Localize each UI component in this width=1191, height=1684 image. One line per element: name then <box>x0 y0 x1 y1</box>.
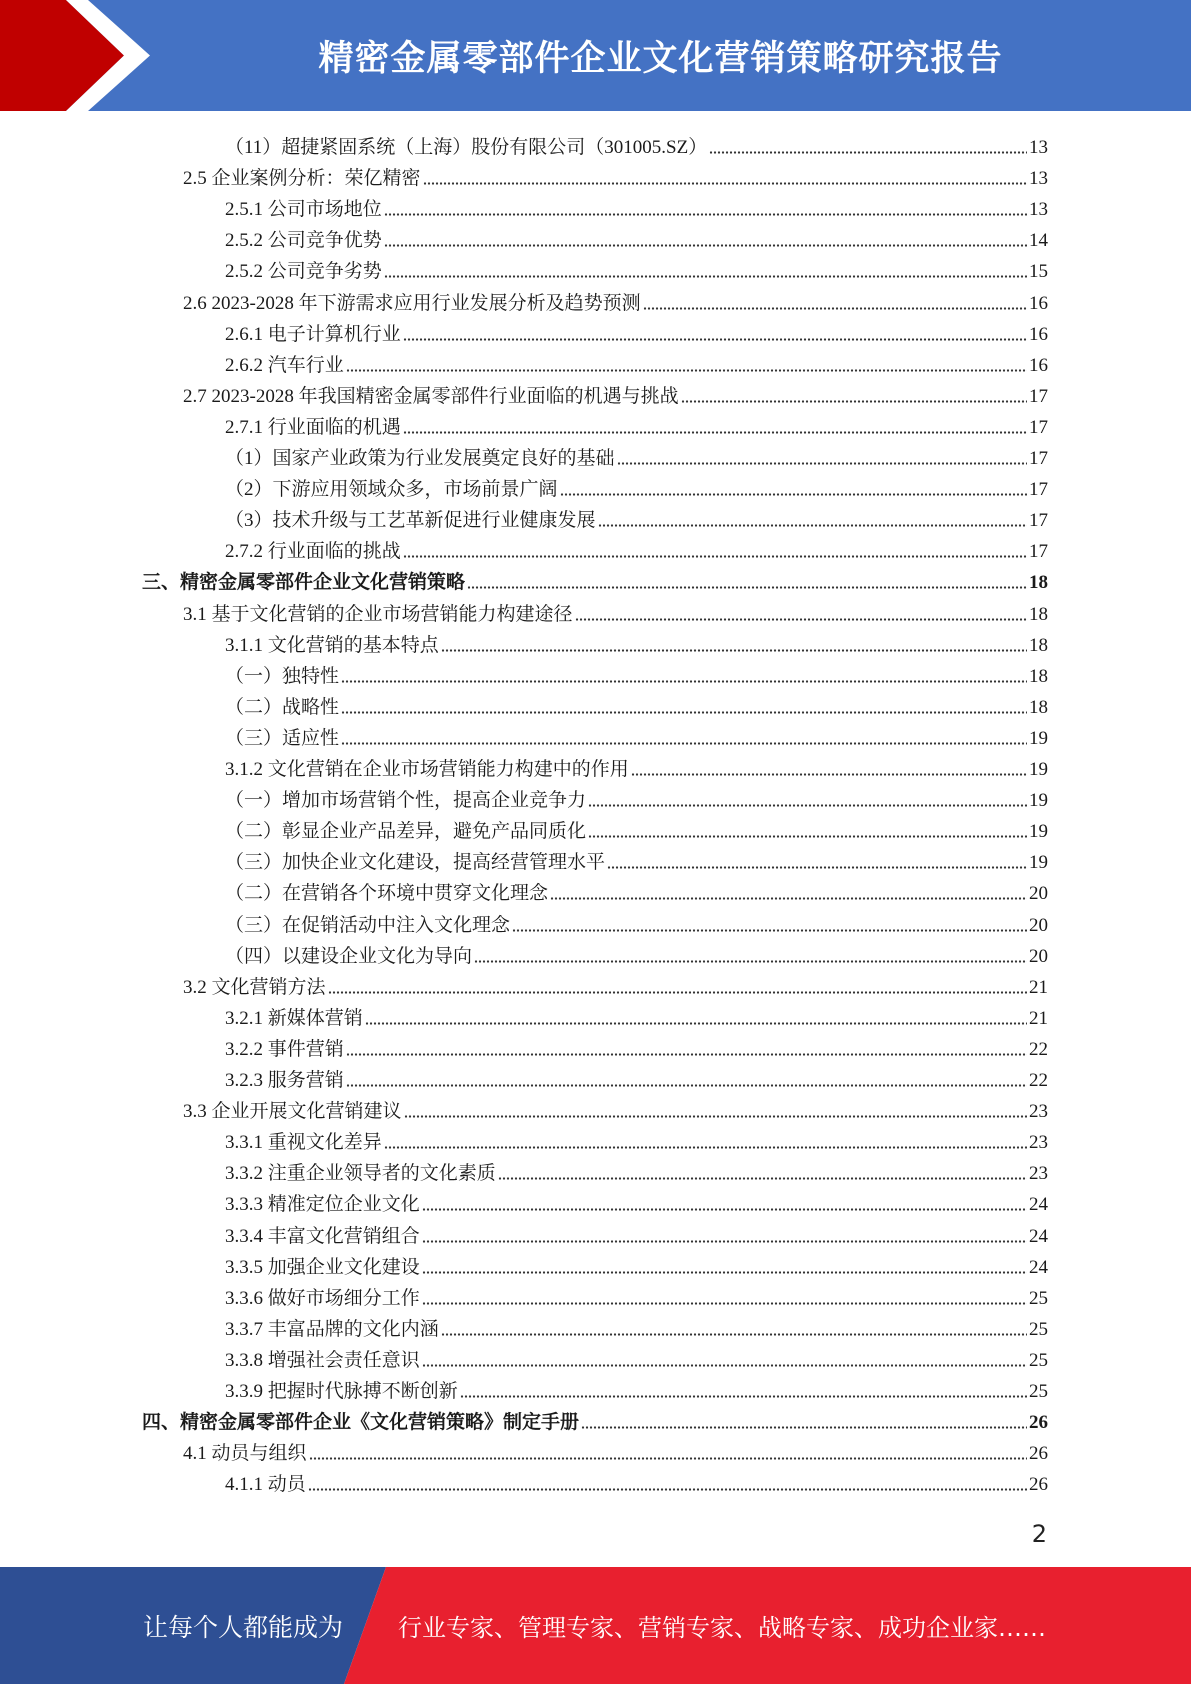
toc-dot-leader <box>308 1487 1027 1492</box>
toc-dot-leader <box>422 1270 1027 1275</box>
toc-entry-title: 3.2.2 事件营销 <box>225 1038 344 1060</box>
toc-entry[interactable] <box>225 937 1048 968</box>
toc-entry[interactable] <box>225 1061 1048 1092</box>
toc-entry[interactable] <box>225 532 1048 563</box>
toc-dot-leader <box>309 1456 1027 1461</box>
toc-entry-page: 19 <box>1029 852 1048 874</box>
toc-dot-leader <box>384 274 1027 279</box>
toc-entry[interactable] <box>225 781 1048 812</box>
document-title: 精密金属零部件企业文化营销策略研究报告 <box>318 38 1003 79</box>
toc-entry-title: （四）以建设企业文化为导向 <box>225 945 473 967</box>
toc-entry-title: 2.5.2 公司竞争劣势 <box>225 261 382 283</box>
toc-entry-title: 3.3.8 增强社会责任意识 <box>225 1349 420 1371</box>
toc-dot-leader <box>581 1425 1027 1430</box>
toc-entry[interactable] <box>183 968 1048 999</box>
toc-entry-title: 2.7 2023-2028 年我国精密金属零部件行业面临的机遇与挑战 <box>183 385 679 407</box>
toc-entry-title: 3.3.1 重视文化差异 <box>225 1132 382 1154</box>
toc-entry-title: 三、精密金属零部件企业文化营销策略 <box>142 572 466 594</box>
toc-entry-title: 4.1.1 动员 <box>225 1474 306 1496</box>
toc-entry[interactable] <box>225 1248 1048 1279</box>
toc-entry[interactable] <box>225 1217 1048 1248</box>
toc-entry-page: 22 <box>1029 1070 1048 1091</box>
toc-dot-leader <box>341 679 1027 684</box>
toc-entry[interactable] <box>183 159 1048 190</box>
toc-entry-title: （1）国家产业政策为行业发展奠定良好的基础 <box>225 448 615 469</box>
toc-dot-leader <box>681 399 1027 404</box>
toc-entry-page: 15 <box>1029 261 1048 283</box>
toc-entry-page: 18 <box>1029 696 1048 718</box>
page-number: 2 <box>1031 1520 1047 1548</box>
toc-entry[interactable] <box>183 595 1048 626</box>
toc-entry-title: 3.1.1 文化营销的基本特点 <box>225 634 439 656</box>
toc-entry-title: 3.3.9 把握时代脉搏不断创新 <box>225 1381 458 1402</box>
toc-entry-page: 25 <box>1029 1318 1048 1340</box>
toc-dot-leader <box>474 959 1027 964</box>
toc-entry-title: （一）独特性 <box>225 665 340 687</box>
toc-entry[interactable] <box>225 719 1048 750</box>
toc-entry[interactable] <box>225 874 1048 905</box>
toc-entry-title: 3.2 文化营销方法 <box>183 976 326 998</box>
toc-entry-page: 17 <box>1029 385 1048 407</box>
toc-dot-leader <box>341 741 1027 746</box>
toc-entry-page: 19 <box>1029 790 1048 812</box>
toc-dot-leader <box>617 461 1027 466</box>
toc-entry-page: 17 <box>1029 479 1048 501</box>
toc-entry[interactable] <box>183 284 1048 315</box>
toc-entry-page: 13 <box>1029 137 1048 158</box>
toc-dot-leader <box>403 337 1027 342</box>
toc-entry-page: 24 <box>1029 1256 1048 1278</box>
toc-entry-page: 18 <box>1029 572 1048 594</box>
toc-entry[interactable] <box>225 190 1048 221</box>
toc-entry-page: 14 <box>1029 230 1048 252</box>
toc-entry-page: 25 <box>1029 1349 1048 1371</box>
toc-entry-page: 13 <box>1029 199 1048 221</box>
toc-entry-page: 24 <box>1029 1194 1048 1216</box>
toc-entry[interactable] <box>225 501 1048 532</box>
toc-entry-page: 13 <box>1029 168 1048 190</box>
toc-entry-title: 3.1.2 文化营销在企业市场营销能力构建中的作用 <box>225 759 629 780</box>
toc-entry[interactable] <box>225 1279 1048 1310</box>
toc-dot-leader <box>384 243 1027 248</box>
toc-entry[interactable] <box>225 626 1048 657</box>
toc-entry-page: 23 <box>1029 1132 1048 1154</box>
toc-entry[interactable] <box>225 1310 1048 1341</box>
toc-entry-title: 2.5.2 公司竞争优势 <box>225 230 382 252</box>
toc-dot-leader <box>328 990 1027 995</box>
toc-entry-page: 21 <box>1029 976 1048 998</box>
toc-entry-title: （三）加快企业文化建设，提高经营管理水平 <box>225 852 606 874</box>
toc-dot-leader <box>346 368 1027 373</box>
toc-dot-leader <box>422 1301 1027 1306</box>
footer-slogan-left: 让每个人都能成为 <box>143 1612 344 1642</box>
toc-dot-leader <box>460 1394 1027 1399</box>
toc-entry-page: 18 <box>1029 634 1048 656</box>
toc-entry[interactable] <box>225 408 1048 439</box>
toc-dot-leader <box>346 1052 1027 1057</box>
toc-dot-leader <box>512 928 1027 933</box>
toc-entry-title: （二）彰显企业产品差异，避免产品同质化 <box>225 821 587 843</box>
toc-entry-title: 2.7.1 行业面临的机遇 <box>225 416 401 438</box>
toc-entry-title: 2.6.1 电子计算机行业 <box>225 323 401 345</box>
toc-entry-page: 25 <box>1029 1287 1048 1309</box>
toc-dot-leader <box>404 1114 1027 1119</box>
toc-entry[interactable] <box>225 1372 1048 1403</box>
toc-entry-page: 19 <box>1029 759 1048 780</box>
toc-entry-title: 3.3.5 加强企业文化建设 <box>225 1256 420 1278</box>
toc-dot-leader <box>384 1145 1027 1150</box>
toc-entry-page: 23 <box>1029 1163 1048 1185</box>
toc-dot-leader <box>498 1176 1027 1181</box>
toc-entry-title: 3.1 基于文化营销的企业市场营销能力构建途径 <box>183 603 573 625</box>
toc-dot-leader <box>384 212 1027 217</box>
page-footer <box>0 1567 1191 1684</box>
toc-dot-leader <box>403 430 1027 435</box>
toc-dot-leader <box>422 1239 1027 1244</box>
toc-entry[interactable] <box>183 377 1048 408</box>
toc-dot-leader <box>550 896 1027 901</box>
toc-dot-leader <box>441 1332 1027 1337</box>
toc-entry[interactable] <box>142 563 1048 594</box>
header-arrow-decoration <box>0 0 170 111</box>
toc-entry-title: 3.3.3 精准定位企业文化 <box>225 1194 420 1216</box>
toc-dot-leader <box>575 617 1027 622</box>
toc-entry-page: 17 <box>1029 416 1048 438</box>
toc-entry-title: 3.3.7 丰富品牌的文化内涵 <box>225 1318 439 1340</box>
toc-dot-leader <box>422 1207 1027 1212</box>
toc-dot-leader <box>607 865 1027 870</box>
toc-entry-title: （11）超捷紧固系统（上海）股份有限公司（301005.SZ） <box>225 137 708 158</box>
toc-dot-leader <box>365 1021 1027 1026</box>
toc-dot-leader <box>341 710 1027 715</box>
toc-entry[interactable] <box>225 221 1048 252</box>
toc-entry-page: 18 <box>1029 603 1048 625</box>
toc-dot-leader <box>441 648 1027 653</box>
toc-dot-leader <box>588 803 1027 808</box>
toc-entry-page: 17 <box>1029 448 1048 469</box>
toc-entry-title: 3.2.3 服务营销 <box>225 1070 344 1091</box>
toc-entry-page: 16 <box>1029 323 1048 345</box>
toc-dot-leader <box>467 585 1027 590</box>
toc-entry[interactable] <box>225 688 1048 719</box>
toc-entry-page: 20 <box>1029 883 1048 905</box>
toc-entry-page: 26 <box>1029 1474 1048 1496</box>
toc-entry-page: 16 <box>1029 354 1048 376</box>
toc-entry-page: 18 <box>1029 665 1048 687</box>
footer-slogan-right: 行业专家、管理专家、营销专家、战略专家、成功企业家…… <box>398 1614 1046 1642</box>
toc-entry-title: 3.3.4 丰富文化营销组合 <box>225 1225 420 1247</box>
toc-dot-leader <box>709 150 1027 155</box>
toc-entry-title: 2.6 2023-2028 年下游需求应用行业发展分析及趋势预测 <box>183 292 641 314</box>
toc-entry-page: 25 <box>1029 1381 1048 1402</box>
toc-entry[interactable] <box>225 657 1048 688</box>
toc-entry[interactable] <box>142 1403 1048 1434</box>
toc-dot-leader <box>423 181 1027 186</box>
toc-entry[interactable] <box>225 1465 1048 1496</box>
toc-entry-page: 20 <box>1029 914 1048 936</box>
toc-entry-page: 16 <box>1029 292 1048 314</box>
toc-dot-leader <box>403 554 1027 559</box>
toc-entry-page: 19 <box>1029 821 1048 843</box>
toc-entry[interactable] <box>225 1341 1048 1372</box>
toc-dot-leader <box>631 772 1027 777</box>
toc-entry[interactable] <box>225 812 1048 843</box>
toc-entry-page: 20 <box>1029 945 1048 967</box>
toc-entry-title: （二）战略性 <box>225 696 340 718</box>
toc-dot-leader <box>422 1363 1027 1368</box>
toc-entry[interactable] <box>183 1092 1048 1123</box>
toc-entry-title: 3.3.6 做好市场细分工作 <box>225 1287 420 1309</box>
toc-entry[interactable] <box>225 1154 1048 1185</box>
toc-entry[interactable] <box>225 315 1048 346</box>
toc-dot-leader <box>643 306 1027 311</box>
toc-entry-title: 3.3.2 注重企业领导者的文化素质 <box>225 1163 496 1185</box>
toc-entry[interactable] <box>225 999 1048 1030</box>
toc-entry-page: 22 <box>1029 1038 1048 1060</box>
toc-entry[interactable] <box>225 346 1048 377</box>
toc-entry[interactable] <box>183 1434 1048 1465</box>
toc-entry-page: 17 <box>1029 510 1048 532</box>
toc-entry-page: 26 <box>1029 1443 1048 1465</box>
toc-entry-page: 17 <box>1029 541 1048 563</box>
toc-dot-leader <box>598 523 1027 528</box>
toc-entry-title: 4.1 动员与组织 <box>183 1443 307 1465</box>
toc-dot-leader <box>560 492 1027 497</box>
toc-entry-title: （3）技术升级与工艺革新促进行业健康发展 <box>225 510 596 532</box>
toc-entry-title: 2.5.1 公司市场地位 <box>225 199 382 221</box>
toc-entry-title: 2.7.2 行业面临的挑战 <box>225 541 401 563</box>
toc-entry-title: 2.5 企业案例分析：荣亿精密 <box>183 168 421 190</box>
toc-entry-title: （三）适应性 <box>225 727 340 749</box>
toc-entry[interactable] <box>225 128 1048 159</box>
toc-entry-page: 26 <box>1029 1412 1048 1434</box>
toc-entry[interactable] <box>225 252 1048 283</box>
toc-entry-page: 23 <box>1029 1101 1048 1123</box>
toc-entry-page: 19 <box>1029 727 1048 749</box>
toc-entry[interactable] <box>225 1123 1048 1154</box>
toc-dot-leader <box>588 834 1027 839</box>
toc-entry-title: 四、精密金属零部件企业《文化营销策略》制定手册 <box>142 1412 580 1434</box>
toc-entry-title: （三）在促销活动中注入文化理念 <box>225 914 511 936</box>
toc-entry[interactable] <box>225 1030 1048 1061</box>
toc-entry-title: 3.2.1 新媒体营销 <box>225 1007 363 1029</box>
toc-entry-page: 21 <box>1029 1007 1048 1029</box>
toc-dot-leader <box>346 1083 1027 1088</box>
page-header <box>0 0 1191 111</box>
toc-entry-title: 2.6.2 汽车行业 <box>225 354 344 376</box>
toc-entry[interactable] <box>225 843 1048 874</box>
toc-entry[interactable] <box>225 1185 1048 1216</box>
toc-entry[interactable] <box>225 470 1048 501</box>
toc-entry[interactable] <box>225 750 1048 781</box>
toc-entry-title: （一）增加市场营销个性，提高企业竞争力 <box>225 790 587 812</box>
toc-entry[interactable] <box>225 906 1048 937</box>
toc-entry-page: 24 <box>1029 1225 1048 1247</box>
toc-entry-title: （二）在营销各个环境中贯穿文化理念 <box>225 883 549 905</box>
toc-entry[interactable] <box>225 439 1048 470</box>
toc-entry-title: 3.3 企业开展文化营销建议 <box>183 1101 402 1123</box>
toc-entry-title: （2）下游应用领域众多，市场前景广阔 <box>225 479 558 501</box>
